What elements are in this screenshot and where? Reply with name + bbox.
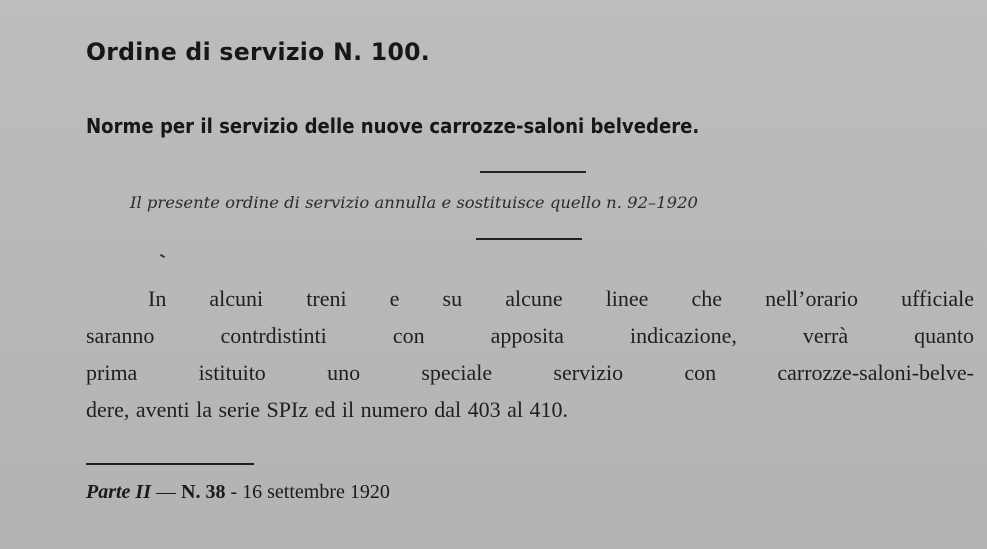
print-speck [160,254,165,258]
supersedes-note: Il presente ordine di servizio annulla e sostituisce quello n. 92–1920 [130,193,698,212]
divider-rule [480,171,586,173]
body-paragraph [86,280,974,428]
body-line: saranno contrdistinti con apposita indicazione, verrà quanto [86,323,974,348]
order-subtitle: Norme per il servizio delle nuove carrozze-saloni belvedere. [86,114,700,138]
body-line: prima istituito uno speciale servizio con carrozze-saloni-belve- [86,360,974,385]
footer-dash: — [156,481,176,503]
divider-rule [476,238,582,240]
footer-part: Parte II [86,481,151,503]
body-line: dere, aventi la serie SPIz ed il numero dal 403 al 410. [86,397,569,422]
footer-reference [86,481,390,504]
order-title: Ordine di servizio N. 100. [86,38,430,66]
footer-number: N. 38 [181,481,226,503]
footer-rule [86,463,254,465]
footer-date: - 16 settembre 1920 [230,481,390,503]
body-line: In alcuni treni e su alcune linee che nell’orario ufficiale [148,286,974,311]
